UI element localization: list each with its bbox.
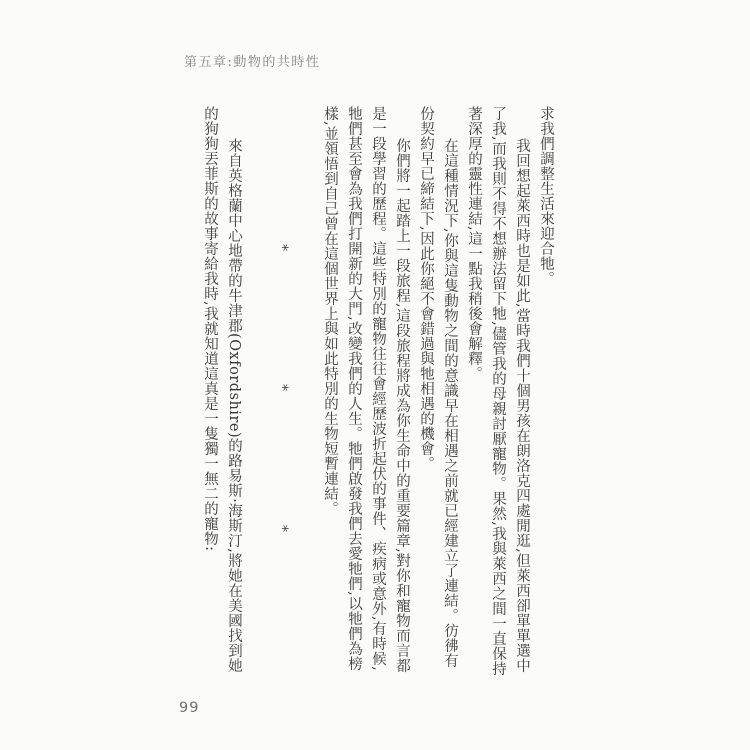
chapter-header: 第五章:動物的共時性 — [184, 55, 321, 70]
body-text — [198, 106, 558, 678]
asterisk-icon: * — [274, 524, 290, 533]
paragraph: 來自英格蘭中心地帶的牛津郡(Oxfordshire)的路易斯·海斯汀,將她在美國找到她的狗狗丟菲斯的故事寄給我時,我就知道這真是一隻獨一無二的寵物: — [202, 106, 242, 674]
asterisk-icon: * — [274, 244, 290, 252]
page-number: 99 — [179, 700, 200, 716]
paragraph: 在這種情況下,你與這隻動物之間的意識早在相遇之前就已經建立了連結。彷彿有份契約早已締結下,因此你絕不會錯過與牠相遇的機會。 — [418, 106, 458, 668]
paragraph: 你們將一起踏上一段旅程,這段旅程將成為你生命中的重要篇章,對你和寵物而言都是一段學習的歷程。這些特別的寵物往往會經歷波折起伏的事件、疾病或意外,有時候,牠們甚至會為我們打開新的大門,改變我們的人生。牠們啟發我們去愛牠們,以牠們為榜樣,並領悟到自己曾在這個世界上與如此特別的生物短暫連結。 — [322, 106, 410, 674]
asterisk-icon: * — [274, 384, 290, 392]
paragraph: 我回想起萊西時也是如此,當時我們十個男孩在朗洛克四處閒逛,但萊西卻單單選中了我,而我則不得不想辦法留下牠,儘管我的母親討厭寵物。果然,我與萊西之間一直保持著深厚的靈性連結,這一點我稍後會解釋。 — [466, 106, 530, 677]
paragraph-continuation: 求我們調整生活來迎合牠。 — [538, 106, 554, 286]
section-separator — [270, 106, 294, 678]
